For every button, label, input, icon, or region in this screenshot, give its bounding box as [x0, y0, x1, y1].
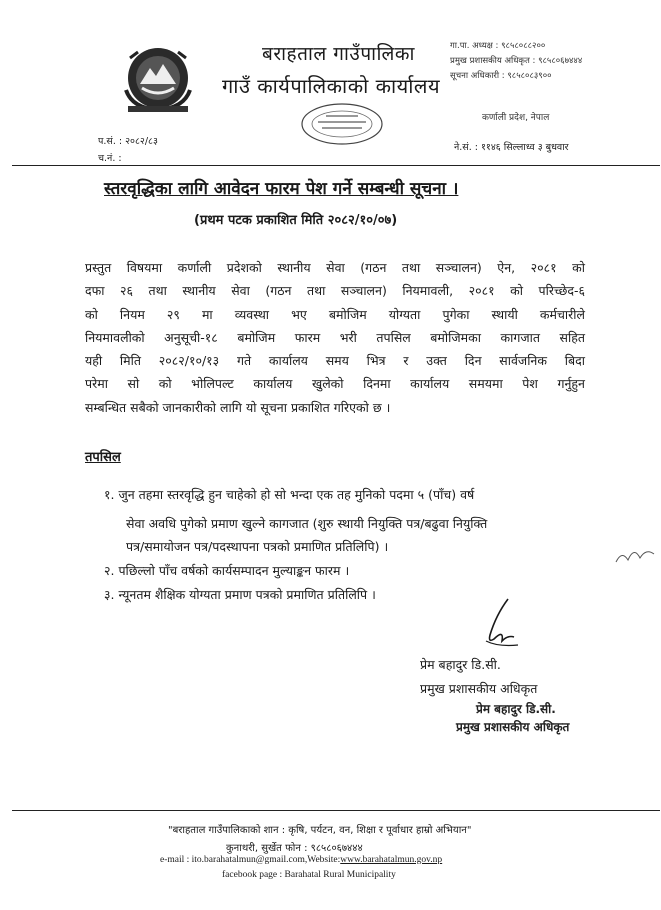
- name-stamp: [456, 700, 576, 740]
- detail-item-1: १. जुन तहमा स्तरवृद्धि हुन चाहेको हो सो भन्दा एक तह मुनिको पदमा ५ (पाँच) वर्ष: [104, 487, 475, 502]
- detail-item-1-cont: सेवा अवधि पुगेको प्रमाण खुल्ने कागजात (शुरु स्थायी नियुक्ति पत्र/बढुवा नियुक्ति: [126, 516, 488, 531]
- notice-title: स्तरवृद्धिका लागि आवेदन फारम पेश गर्ने सम्बन्धी सूचना ।: [104, 179, 459, 199]
- body-line: सम्बन्धित सबैको जानकारीको लागि यो सूचना प्रकाशित गरिएको छ ।: [85, 399, 391, 415]
- detail-item-1-cont: पत्र/समायोजन पत्र/पदस्थापना पत्रको प्रमाणित प्रतिलिपि) ।: [126, 539, 389, 554]
- footer-divider: [12, 810, 660, 811]
- header-divider: [12, 165, 660, 166]
- municipality-emblem-icon: [118, 38, 198, 116]
- letter-number: प.सं. : २०८२/८३: [98, 136, 158, 147]
- notice-subtitle: (प्रथम पटक प्रकाशित मिति २०८२/१०/०७): [194, 213, 398, 228]
- office-stamp-icon: [296, 100, 388, 148]
- margin-scribble-icon: [612, 540, 657, 570]
- nepal-sambat-date: ने.सं. : ११४६ सिल्लाध्व ३ बुधवार: [454, 142, 569, 153]
- stamp-title: प्रमुख प्रशासकीय अधिकृत: [456, 720, 570, 734]
- handwritten-signature-icon: [478, 595, 528, 650]
- footer-address: कुनाथरी, सुर्खेत फोन : ९८५८०६७४४४: [226, 843, 363, 854]
- office-name: गाउँ कार्यपालिकाको कार्यालय: [222, 74, 441, 98]
- body-line: प्रस्तुत विषयमा कर्णाली प्रदेशको स्थानीय सेवा (गठन तथा सञ्चालन) ऐन, २०८१ को: [85, 260, 585, 275]
- footer-contact-line: [160, 855, 442, 865]
- details-heading: तपसिल: [85, 450, 121, 465]
- body-line: परेमा सो को भोलिपल्ट कार्यालय खुलेको दिनमा कार्यालय समयमा पेश गर्नुहुन: [85, 376, 585, 392]
- contact-info-officer: सूचना अधिकारी : ९८५८०८३९००: [450, 71, 552, 81]
- footer-email: e-mail : ito.barahatalmun@gmail.com,Website:: [160, 855, 341, 865]
- detail-item-3: ३. न्यूनतम शैक्षिक योग्यता प्रमाण पत्रको प्रमाणित प्रतिलिपि ।: [104, 587, 376, 602]
- notice-body: [85, 256, 585, 419]
- footer-facebook: facebook page : Barahatal Rural Municipality: [222, 870, 396, 880]
- body-line: को नियम २९ मा व्यवस्था भए बमोजिम योग्यता पुगेका स्थायी कर्मचारीले: [85, 306, 585, 322]
- footer-slogan: "बराहताल गाउँपालिकाको शान : कृषि, पर्यटन, वन, शिक्षा र पूर्वाधार हाम्रो अभियान": [168, 825, 472, 836]
- contact-cao: प्रमुख प्रशासकीय अधिकृत : ९८५८०६७४४४: [450, 56, 583, 66]
- signatory-name: प्रेम बहादुर डि.सी.: [420, 657, 501, 672]
- contact-chairperson: गा.पा. अध्यक्ष : ९८५८०८८२००: [450, 41, 546, 51]
- signatory-title: प्रमुख प्रशासकीय अधिकृत: [420, 681, 538, 696]
- body-line: यही मिति २०८२/१०/१३ गते कार्यालय समय भित्र र उक्त दिन सार्वजनिक बिदा: [85, 353, 585, 369]
- stamp-name: प्रेम बहादुर डि.सी.: [476, 702, 556, 716]
- body-line: दफा २६ तथा स्थानीय सेवा (गठन तथा सञ्चालन) नियमावली, २०८१ को परिच्छेद-६: [85, 283, 585, 299]
- body-line: नियमावलीको अनुसूची-१८ बमोजिम फारम भरी तपसिल बमोजिमका कागजात सहित: [85, 329, 585, 345]
- org-name: बराहताल गाउँपालिका: [262, 43, 415, 65]
- province-label: कर्णाली प्रदेश, नेपाल: [482, 113, 550, 123]
- dispatch-number: च.नं. :: [98, 153, 122, 164]
- footer-website-link[interactable]: www.barahatalmun.gov.np: [340, 855, 443, 865]
- detail-item-2: २. पछिल्लो पाँच वर्षको कार्यसम्पादन मुल्याङ्कन फारम ।: [104, 563, 350, 578]
